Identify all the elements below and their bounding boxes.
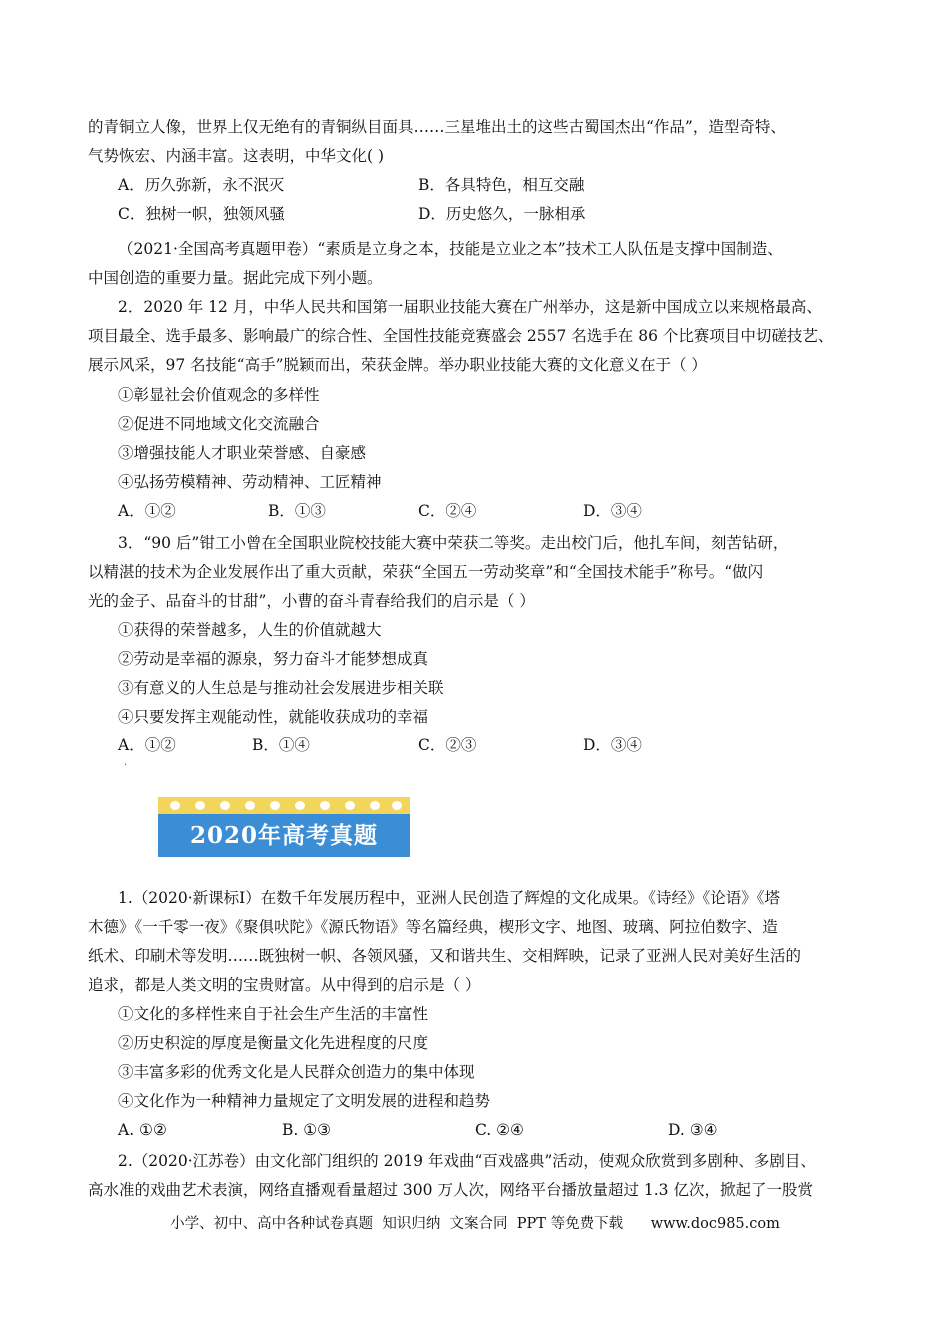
question-text: 木德》《一千零一夜》《聚俱吠陀》《源氏物语》等名篇经典，楔形文字、地图、玻璃、阿拉伯数字、造 <box>88 918 778 936</box>
banner-dot <box>220 801 230 810</box>
question-text: 1.（2020·新课标Ⅰ）在数千年发展历程中，亚洲人民创造了辉煌的文化成果。《诗经》《论语》《塔 <box>118 889 781 907</box>
question-text: 追求，都是人类文明的宝贵财富。从中得到的启示是（ ） <box>88 976 481 994</box>
question-text: 2.（2020·江苏卷）由文化部门组织的 2019 年戏曲“百戏盛典”活动，使观众欣赏到多剧种、多剧目、 <box>118 1152 816 1170</box>
banner-dot <box>370 801 380 810</box>
statement-item: ③增强技能人才职业荣誉感、自豪感 <box>118 444 367 462</box>
question-text: 以精湛的技术为企业发展作出了重大贡献，荣获“全国五一劳动奖章”和“全国技术能手”称号。“做闪 <box>88 563 764 581</box>
question-text: 气势恢宏、内涵丰富。这表明，中华文化( ) <box>88 147 385 165</box>
statement-item: ④只要发挥主观能动性，就能收获成功的幸福 <box>118 708 429 726</box>
banner-dot <box>295 801 305 810</box>
question-text: 高水准的戏曲艺术表演，网络直播观看量超过 300 万人次，网络平台播放量超过 1.3 亿次，掀起了一股赏 <box>88 1181 813 1199</box>
section-intro: （2021·全国高考真题甲卷）“素质是立身之本，技能是立业之本”技术工人队伍是支撑中国制造、 <box>118 240 783 258</box>
statement-item: ④弘扬劳模精神、劳动精神、工匠精神 <box>118 473 382 491</box>
option-c: C．②③ <box>418 736 477 754</box>
option-c: C. ②④ <box>475 1121 524 1139</box>
section-intro: 中国创造的重要力量。据此完成下列小题。 <box>88 269 383 287</box>
statement-item: ①获得的荣誉越多，人生的价值就越大 <box>118 621 382 639</box>
option-b: B．各具特色，相互交融 <box>418 176 585 194</box>
option-a: A．历久弥新，永不泯灭 <box>118 176 285 194</box>
question-text: 的青铜立人像，世界上仅无绝有的青铜纵目面具……三星堆出土的这些古蜀国杰出“作品”，造型奇特、 <box>88 118 786 136</box>
banner-dot <box>195 801 205 810</box>
question-text: 3．“90 后”钳工小曾在全国职业院校技能大赛中荣获二等奖。走出校门后，他扎车间，刻苦钻研， <box>118 534 789 552</box>
option-a: A．①② <box>118 502 176 520</box>
statement-item: ④文化作为一种精神力量规定了文明发展的进程和趋势 <box>118 1092 491 1110</box>
option-d: D．历史悠久，一脉相承 <box>418 205 586 223</box>
option-b: B．①③ <box>268 502 326 520</box>
option-c: C．独树一帜，独领风骚 <box>118 205 285 223</box>
paragraph-mark: · <box>124 760 128 771</box>
banner-dot <box>345 801 355 810</box>
statement-item: ③丰富多彩的优秀文化是人民群众创造力的集中体现 <box>118 1063 475 1081</box>
option-d: D．③④ <box>583 502 642 520</box>
banner-dot <box>270 801 280 810</box>
statement-item: ②历史积淀的厚度是衡量文化先进程度的尺度 <box>118 1034 429 1052</box>
statement-item: ①文化的多样性来自于社会生产生活的丰富性 <box>118 1005 429 1023</box>
statement-item: ②促进不同地域文化交流融合 <box>118 415 320 433</box>
statement-item: ③有意义的人生总是与推动社会发展进步相关联 <box>118 679 444 697</box>
question-text: 项目最全、选手最多、影响最广的综合性、全国性技能竞赛盛会 2557 名选手在 86 个比赛项目中切磋技艺、 <box>88 327 834 345</box>
banner-dot <box>392 801 402 810</box>
option-a: A．①② <box>118 736 176 754</box>
option-c: C．②④ <box>418 502 477 520</box>
page-footer: 小学、初中、高中各种试卷真题 知识归纳 文案合同 PPT 等免费下载 www.doc985.com <box>170 1216 780 1232</box>
option-d: D．③④ <box>583 736 642 754</box>
option-b: B. ①③ <box>282 1121 332 1139</box>
question-text: 2．2020 年 12 月，中华人民共和国第一届职业技能大赛在广州举办，这是新中国成立以来规格最高、 <box>118 298 822 316</box>
banner-dot <box>320 801 330 810</box>
option-b: B．①④ <box>252 736 310 754</box>
question-text: 展示风采，97 名技能“高手”脱颖而出，荣获金牌。举办职业技能大赛的文化意义在于（ ） <box>88 356 707 374</box>
statement-item: ①彰显社会价值观念的多样性 <box>118 386 320 404</box>
banner-dot <box>170 801 180 810</box>
option-d: D. ③④ <box>668 1121 718 1139</box>
question-text: 纸术、印刷术等发明……既独树一帜、各领风骚，又和谐共生、交相辉映，记录了亚洲人民对美好生活的 <box>88 947 802 965</box>
section-banner <box>158 797 410 857</box>
banner-top-strip <box>158 797 410 814</box>
section-title: 2020年高考真题 <box>158 814 410 857</box>
statement-item: ②劳动是幸福的源泉，努力奋斗才能梦想成真 <box>118 650 429 668</box>
option-a: A. ①② <box>118 1121 167 1139</box>
question-text: 光的金子、品奋斗的甘甜”，小曹的奋斗青春给我们的启示是（ ） <box>88 592 535 610</box>
banner-dot <box>245 801 255 810</box>
